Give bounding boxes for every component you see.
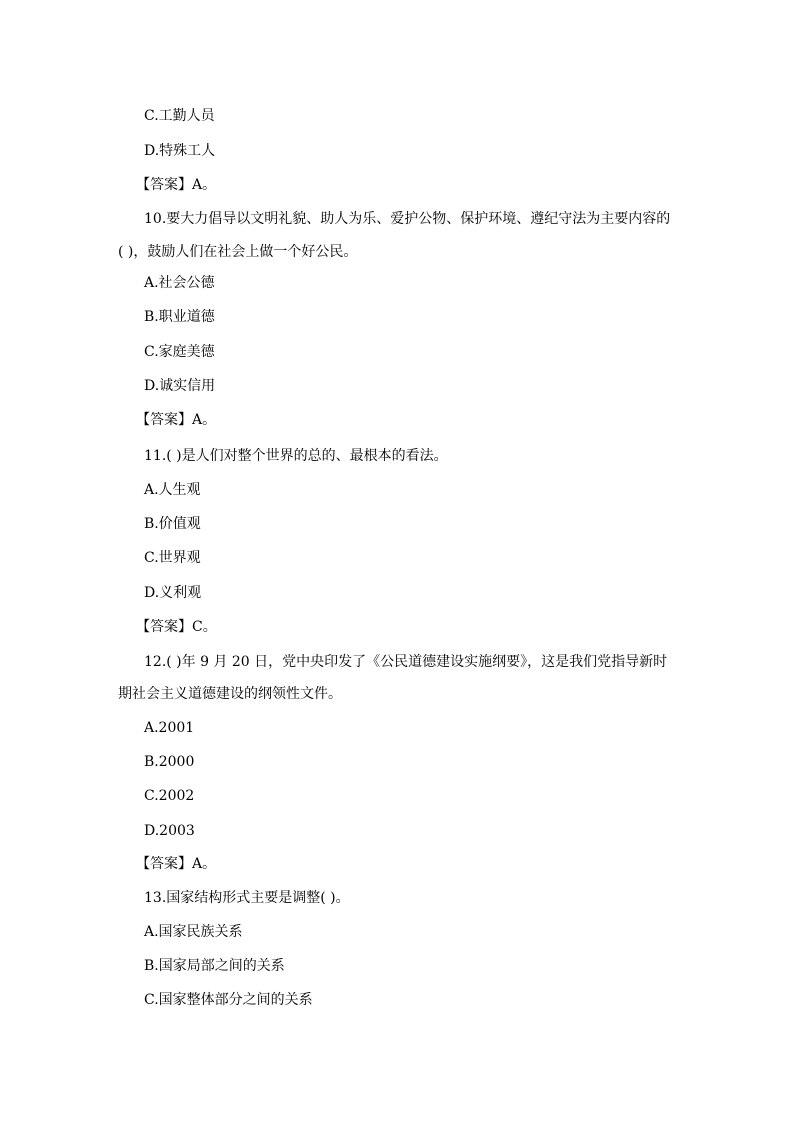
question-11: 11.( )是人们对整个世界的总的、最根本的看法。: [144, 448, 448, 464]
q11-option-a: A.人生观: [144, 482, 201, 498]
q10-option-a: A.社会公德: [144, 275, 215, 291]
question-12: 12.( )年 9 月 20 日，党中央印发了《公民道德建设实施纲要》，这是我们党指导新时: [144, 654, 668, 670]
option-d-prev: D.特殊工人: [144, 143, 216, 159]
option-c-prev: C.工勤人员: [144, 108, 215, 124]
q12-option-b: B.2000: [144, 754, 195, 770]
answer-prev: 【答案】A。: [136, 177, 217, 193]
q11-option-d: D.义利观: [144, 585, 202, 601]
q11-option-c: C.世界观: [144, 550, 201, 566]
q10-option-d: D.诚实信用: [144, 378, 216, 394]
q13-option-c: C.国家整体部分之间的关系: [144, 992, 313, 1008]
q12-option-d: D.2003: [144, 823, 195, 839]
question-13: 13.国家结构形式主要是调整( )。: [144, 890, 350, 906]
q12-option-a: A.2001: [144, 720, 195, 736]
q10-option-c: C.家庭美德: [144, 344, 215, 360]
question-12-cont: 期社会主义道德建设的纲领性文件。: [118, 686, 342, 702]
question-10: 10.要大力倡导以文明礼貌、助人为乐、爱护公物、保护环境、遵纪守法为主要内容的: [144, 211, 671, 227]
q12-answer: 【答案】A。: [136, 856, 217, 872]
q12-option-c: C.2002: [144, 788, 195, 804]
q11-option-b: B.价值观: [144, 516, 201, 532]
q13-option-a: A.国家民族关系: [144, 924, 243, 940]
q11-answer: 【答案】C。: [136, 619, 217, 635]
q10-option-b: B.职业道德: [144, 309, 215, 325]
question-10-cont: ( )，鼓励人们在社会上做一个好公民。: [118, 244, 358, 260]
q13-option-b: B.国家局部之间的关系: [144, 958, 285, 974]
q10-answer: 【答案】A。: [136, 412, 217, 428]
